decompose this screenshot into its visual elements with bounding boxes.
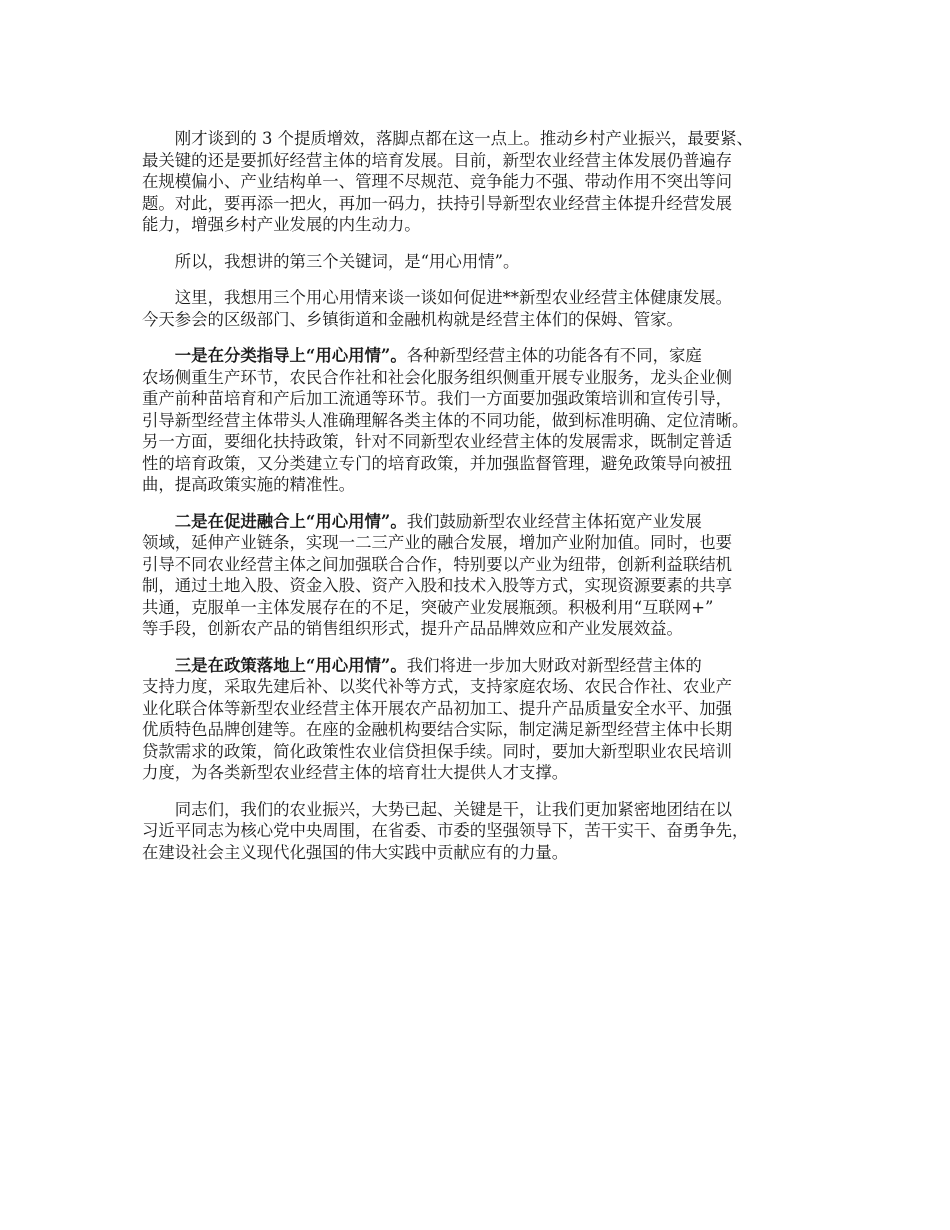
text-line: 习近平同志为核心党中央周围，在省委、市委的坚强领导下，苦干实干、奋勇争先， bbox=[142, 821, 749, 840]
text-line: 力度，为各类新型农业经营主体的培育壮大提供人才支撑。 bbox=[142, 763, 569, 782]
paragraph-4 bbox=[142, 345, 822, 496]
text-line: 重产前种苗培育和产后加工流通等环节。我们一方面要加强政策培训和宣传引导， bbox=[142, 389, 733, 408]
text-run: 我们将进一步加大财政对新型经营主体的 bbox=[406, 655, 702, 675]
paragraph-5 bbox=[142, 511, 822, 640]
text-line: 这里，我想用三个用心用情来谈一谈如何促进**新型农业经营主体健康发展。 bbox=[174, 288, 733, 307]
paragraph-6 bbox=[142, 655, 822, 784]
text-line: 共通，克服单一主体发展存在的不足，突破产业发展瓶颈。积极利用“互联网+” bbox=[142, 597, 714, 617]
text-line: 今天参会的区级部门、乡镇街道和金融机构就是经营主体们的保姆、管家。 bbox=[142, 309, 683, 329]
text-line: 所以，我想讲的第三个关键词，是“用心用情”。 bbox=[174, 251, 520, 271]
text-line bbox=[142, 655, 822, 677]
text-line: 优质特色品牌创建等。在座的金融机构要结合实际，制定满足新型经营主体中长期 bbox=[142, 720, 733, 739]
text-run: 各种新型经营主体的功能各有不同，家庭 bbox=[406, 346, 702, 365]
text-line bbox=[142, 345, 822, 367]
text-line: 制，通过土地入股、资金入股、资产入股和技术入股等方式，实现资源要素的共享 bbox=[142, 576, 733, 595]
text-line: 曲，提高政策实施的精准性。 bbox=[142, 475, 356, 494]
paragraph-7 bbox=[142, 799, 822, 864]
text-line: 贷款需求的政策，简化政策性农业信贷担保手续。同时，要加大新型职业农民培训 bbox=[142, 741, 733, 761]
document-body bbox=[142, 128, 822, 878]
text-line: 另一方面，要细化扶持政策，针对不同新型农业经营主体的发展需求，既制定普适 bbox=[142, 432, 733, 451]
text-line: 农场侧重生产环节，农民合作社和社会化服务组织侧重开展专业服务，龙头企业侧 bbox=[142, 367, 733, 387]
text-line bbox=[142, 511, 822, 533]
text-line: 引导新型经营主体带头人准确理解各类主体的不同功能，做到标准明确、定位清晰。 bbox=[142, 410, 749, 430]
text-line: 支持力度，采取先建后补、以奖代补等方式，支持家庭农场、农民合作社、农业产 bbox=[142, 677, 733, 696]
paragraph-1 bbox=[142, 128, 822, 236]
text-line: 在建设社会主义现代化强国的伟大实践中贡献应有的力量。 bbox=[142, 842, 569, 862]
text-line: 最关键的还是要抓好经营主体的培育发展。目前，新型农业经营主体发展仍普遍存 bbox=[142, 150, 733, 170]
paragraph-3 bbox=[142, 287, 822, 330]
text-line: 同志们，我们的农业振兴，大势已起、关键是干，让我们更加紧密地团结在以 bbox=[174, 799, 733, 819]
text-line: 等手段，创新农产品的销售组织形式，提升产品品牌效应和产业发展效益。 bbox=[142, 619, 683, 638]
text-line: 刚才谈到的 3 个提质增效，落脚点都在这一点上。推动乡村产业振兴，最要紧、 bbox=[174, 129, 753, 148]
bold-lead: 二是在促进融合上“用心用情”。 bbox=[174, 511, 407, 531]
text-line: 引导不同农业经营主体之间加强联合合作，特别要以产业为纽带，创新利益联结机 bbox=[142, 554, 733, 574]
text-line: 能力，增强乡村产业发展的内生动力。 bbox=[142, 215, 421, 234]
text-line: 性的培育政策，又分类建立专门的培育政策，并加强监督管理，避免政策导向被扭 bbox=[142, 453, 733, 473]
text-run: 我们鼓励新型农业经营主体拓宽产业发展 bbox=[406, 511, 702, 531]
text-line: 业化联合体等新型农业经营主体开展农产品初加工、提升产品质量安全水平、加强 bbox=[142, 698, 733, 718]
text-line: 题。对此，要再添一把火，再加一码力，扶持引导新型农业经营主体提升经营发展 bbox=[142, 193, 733, 213]
text-line: 在规模偏小、产业结构单一、管理不尽规范、竞争能力不强、带动作用不突出等问 bbox=[142, 172, 733, 191]
bold-lead: 一是在分类指导上“用心用情”。 bbox=[174, 346, 407, 365]
text-line: 领域，延伸产业链条，实现一二三产业的融合发展，增加产业附加值。同时，也要 bbox=[142, 533, 733, 552]
bold-lead: 三是在政策落地上“用心用情”。 bbox=[174, 655, 407, 675]
paragraph-2 bbox=[142, 251, 822, 273]
